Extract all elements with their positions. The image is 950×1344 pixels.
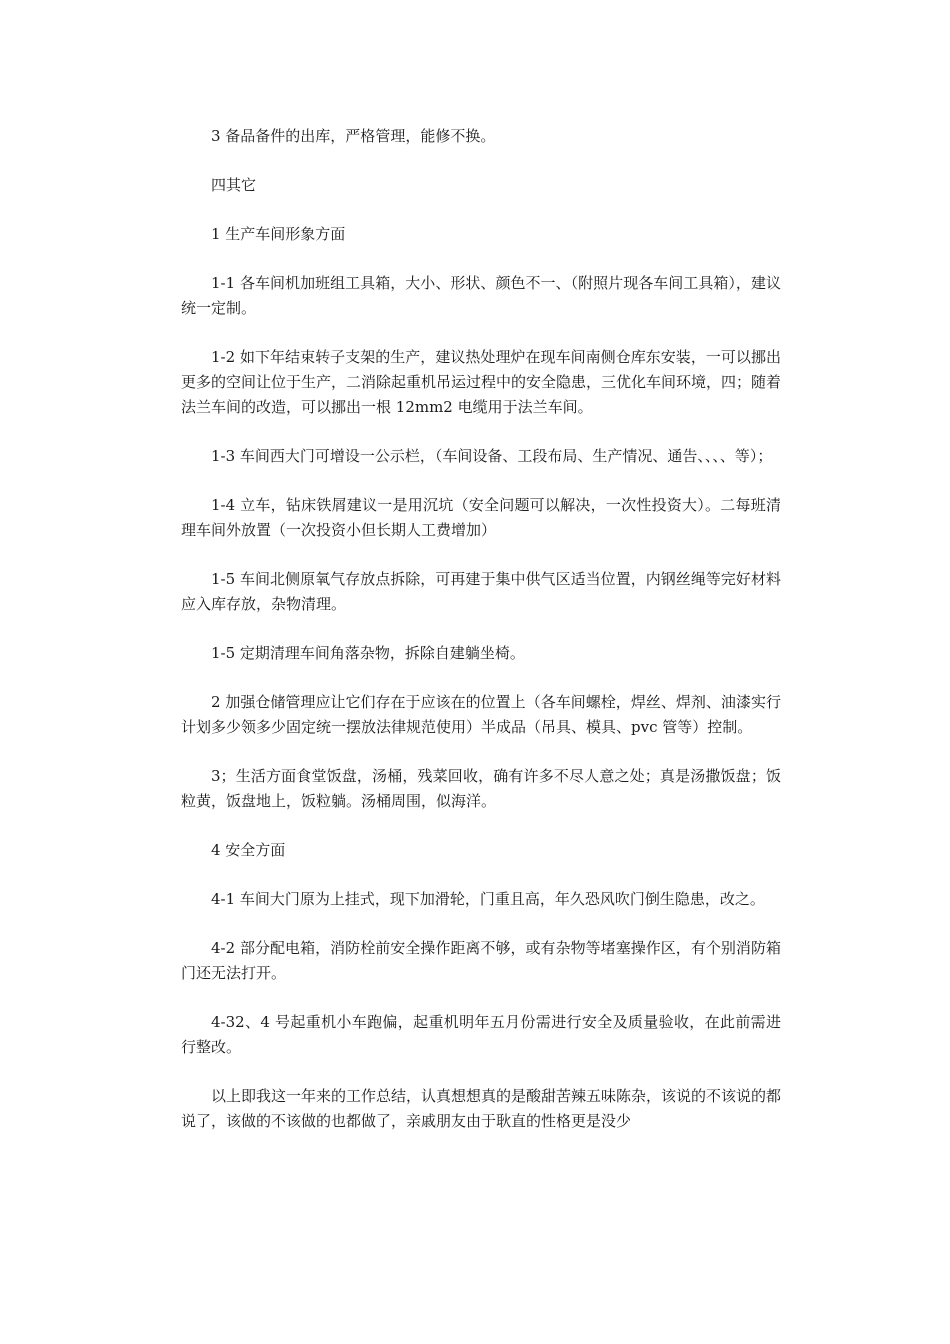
paragraph-4-2: 4-2 部分配电箱，消防栓前安全操作距离不够，或有杂物等堵塞操作区，有个别消防箱门还无法打开。 [181, 939, 781, 982]
paragraph-2-storage: 2 加强仓储管理应让它们存在于应该在的位置上（各车间螺栓，焊丝、焊剂、油漆实行计划多少领多少固定统一摆放法律规范使用）半成品（吊具、模具、pvc 管等）控制。 [181, 693, 781, 736]
paragraph-3-living: 3；生活方面食堂饭盘，汤桶，残菜回收，确有许多不尽人意之处；真是汤撒饭盘；饭粒黄，饭盘地上，饭粒躺。汤桶周围，似海洋。 [181, 767, 781, 810]
paragraph-1-4: 1-4 立车，钻床铁屑建议一是用沉坑（安全问题可以解决，一次性投资大）。二每班清理车间外放置（一次投资小但长期人工费增加） [181, 496, 781, 539]
paragraph-1-3: 1-3 车间西大门可增设一公示栏，（车间设备、工段布局、生产情况、通告、、、、等）； [211, 447, 773, 465]
paragraph-1-1: 1-1 各车间机加班组工具箱，大小、形状、颜色不一、（附照片现各车间工具箱），建议统一定制。 [181, 274, 781, 317]
paragraph-1-5-oxygen: 1-5 车间北侧原氧气存放点拆除，可再建于集中供气区适当位置，内钢丝绳等完好材料应入库存放，杂物清理。 [181, 570, 781, 613]
paragraph-1-5-cleanup: 1-5 定期清理车间角落杂物，拆除自建躺坐椅。 [211, 644, 525, 662]
section-heading-other: 四其它 [211, 176, 257, 194]
document-body [181, 124, 781, 1158]
subheading-safety: 4 安全方面 [211, 841, 286, 859]
paragraph-4-3: 4-32、4 号起重机小车跑偏，起重机明年五月份需进行安全及质量验收，在此前需进行整改。 [181, 1013, 781, 1056]
paragraph-1-2: 1-2 如下年结束转子支架的生产，建议热处理炉在现车间南侧仓库东安装，一可以挪出更多的空间让位于生产，二消除起重机吊运过程中的安全隐患，三优化车间环境，四；随着法兰车间的改造，可以挪出一根 12mm2 电缆用于法兰车间。 [181, 348, 782, 416]
paragraph-summary: 以上即我这一年来的工作总结，认真想想真的是酸甜苦辣五味陈杂，该说的不该说的都说了，该做的不该做的也都做了，亲戚朋友由于耿直的性格更是没少 [181, 1087, 781, 1130]
paragraph-4-1: 4-1 车间大门原为上挂式，现下加滑轮，门重且高，年久恐风吹门倒生隐患，改之。 [211, 890, 765, 908]
subheading-workshop-image: 1 生产车间形象方面 [211, 225, 346, 243]
paragraph-spare-parts: 3 备品备件的出库，严格管理，能修不换。 [211, 127, 496, 145]
